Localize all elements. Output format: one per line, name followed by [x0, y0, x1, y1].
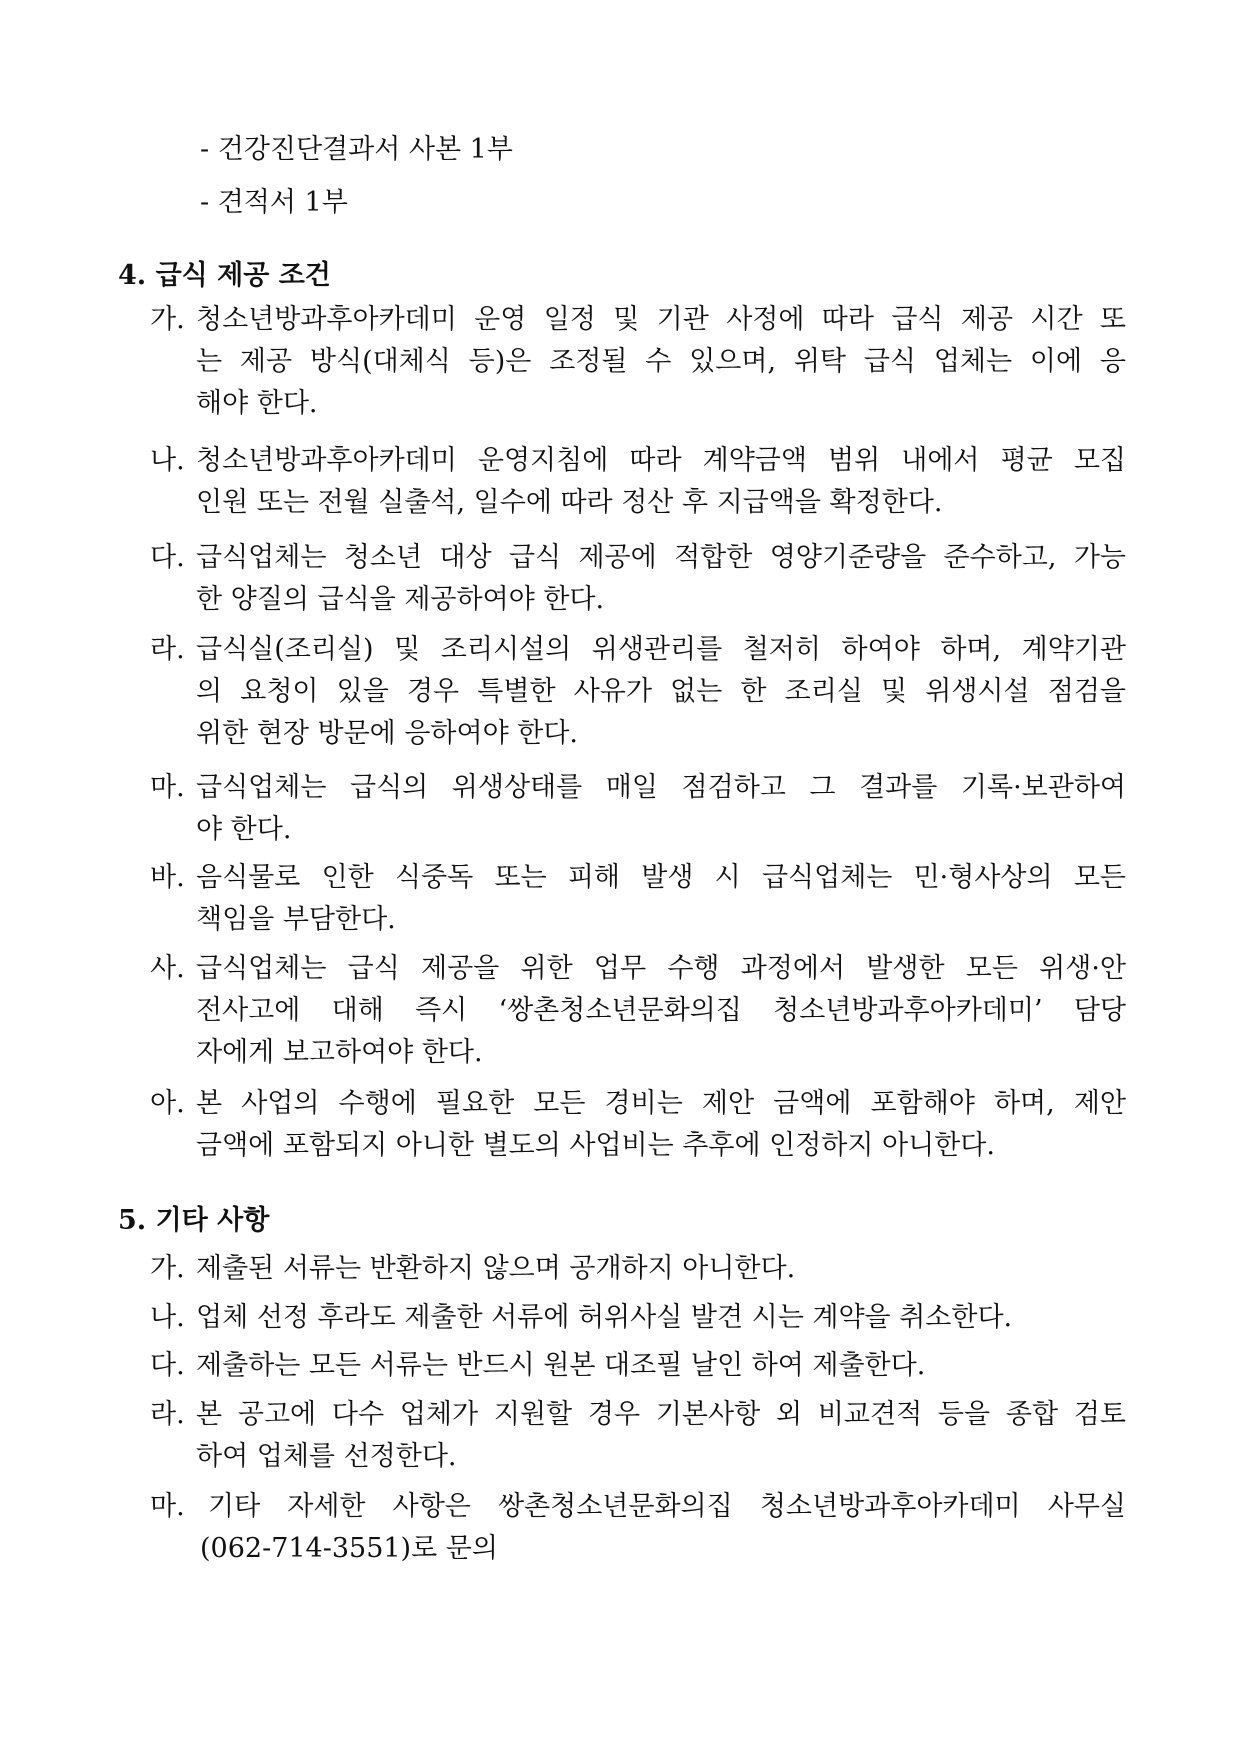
list-item-line: 한 양질의 급식을 제공하여야 한다.	[196, 584, 605, 615]
list-item-line: 위한 현장 방문에 응하여야 한다.	[196, 718, 578, 749]
list-item-line: 인원 또는 전월 실출석, 일수에 따라 정산 후 지급액을 확정한다.	[196, 487, 943, 518]
list-item-line: 청소년방과후아카데미 운영지침에 따라 계약금액 범위 내에서 평균 모집	[196, 445, 1126, 476]
list-item-line: 제출하는 모든 서류는 반드시 원본 대조필 날인 하여 제출한다.	[196, 1350, 926, 1381]
list-item-line: 급식실(조리실) 및 조리시설의 위생관리를 철저히 하여야 하며, 계약기관	[196, 634, 1126, 665]
list-item-line: 해야 한다.	[196, 388, 318, 419]
list-marker: 다.	[150, 1350, 185, 1381]
list-marker: 가.	[150, 1253, 185, 1284]
section-heading: 4. 급식 제공 조건	[118, 260, 331, 291]
list-item-line: 금액에 포함되지 아니한 별도의 사업비는 추후에 인정하지 아니한다.	[196, 1130, 995, 1161]
list-item-line: 책임을 부담한다.	[196, 904, 396, 935]
list-marker: 가.	[150, 304, 185, 335]
list-marker: 마.	[150, 1491, 185, 1522]
list-item-line: 기타 자세한 사항은 쌍촌청소년문화의집 청소년방과후아카데미 사무실	[208, 1491, 1126, 1522]
list-item-line: 청소년방과후아카데미 운영 일정 및 기관 사정에 따라 급식 제공 시간 또	[196, 304, 1126, 335]
docs-list-item: - 건강진단결과서 사본 1부	[200, 134, 513, 165]
list-item-line: 제출된 서류는 반환하지 않으며 공개하지 아니한다.	[196, 1253, 796, 1284]
list-marker: 사.	[150, 953, 185, 984]
list-marker: 아.	[150, 1088, 185, 1119]
list-marker: 나.	[150, 1302, 185, 1333]
list-item-line: 급식업체는 급식 제공을 위한 업무 수행 과정에서 발생한 모든 위생·안	[196, 953, 1126, 984]
list-item-line: 야 한다.	[196, 814, 292, 845]
list-marker: 바.	[150, 862, 185, 893]
list-item-line: 음식물로 인한 식중독 또는 피해 발생 시 급식업체는 민·형사상의 모든	[196, 862, 1126, 893]
list-item-line: 의 요청이 있을 경우 특별한 사유가 없는 한 조리실 및 위생시설 점검을	[196, 676, 1126, 707]
list-item-line: 급식업체는 청소년 대상 급식 제공에 적합한 영양기준량을 준수하고, 가능	[196, 542, 1126, 573]
list-marker: 라.	[150, 634, 185, 665]
list-marker: 나.	[150, 445, 185, 476]
list-item-line: (062-714-3551)로 문의	[200, 1533, 498, 1564]
list-item-line: 전사고에 대해 즉시 ‘쌍촌청소년문화의집 청소년방과후아카데미’ 담당	[196, 995, 1126, 1026]
list-item-line: 하여 업체를 선정한다.	[196, 1441, 457, 1472]
list-item-line: 자에게 보고하여야 한다.	[196, 1037, 483, 1068]
list-item-line: 는 제공 방식(대체식 등)은 조정될 수 있으며, 위탁 급식 업체는 이에 응	[196, 346, 1126, 377]
list-item-line: 급식업체는 급식의 위생상태를 매일 점검하고 그 결과를 기록·보관하여	[196, 772, 1126, 803]
list-item-line: 본 공고에 다수 업체가 지원할 경우 기본사항 외 비교견적 등을 종합 검토	[196, 1399, 1126, 1430]
list-item-line: 업체 선정 후라도 제출한 서류에 허위사실 발견 시는 계약을 취소한다.	[196, 1302, 1013, 1333]
docs-list-item: - 견적서 1부	[200, 187, 348, 218]
list-marker: 다.	[150, 542, 185, 573]
list-marker: 마.	[150, 772, 185, 803]
section-heading: 5. 기타 사항	[118, 1205, 270, 1236]
list-item-line: 본 사업의 수행에 필요한 모든 경비는 제안 금액에 포함해야 하며, 제안	[196, 1088, 1126, 1119]
list-marker: 라.	[150, 1399, 185, 1430]
